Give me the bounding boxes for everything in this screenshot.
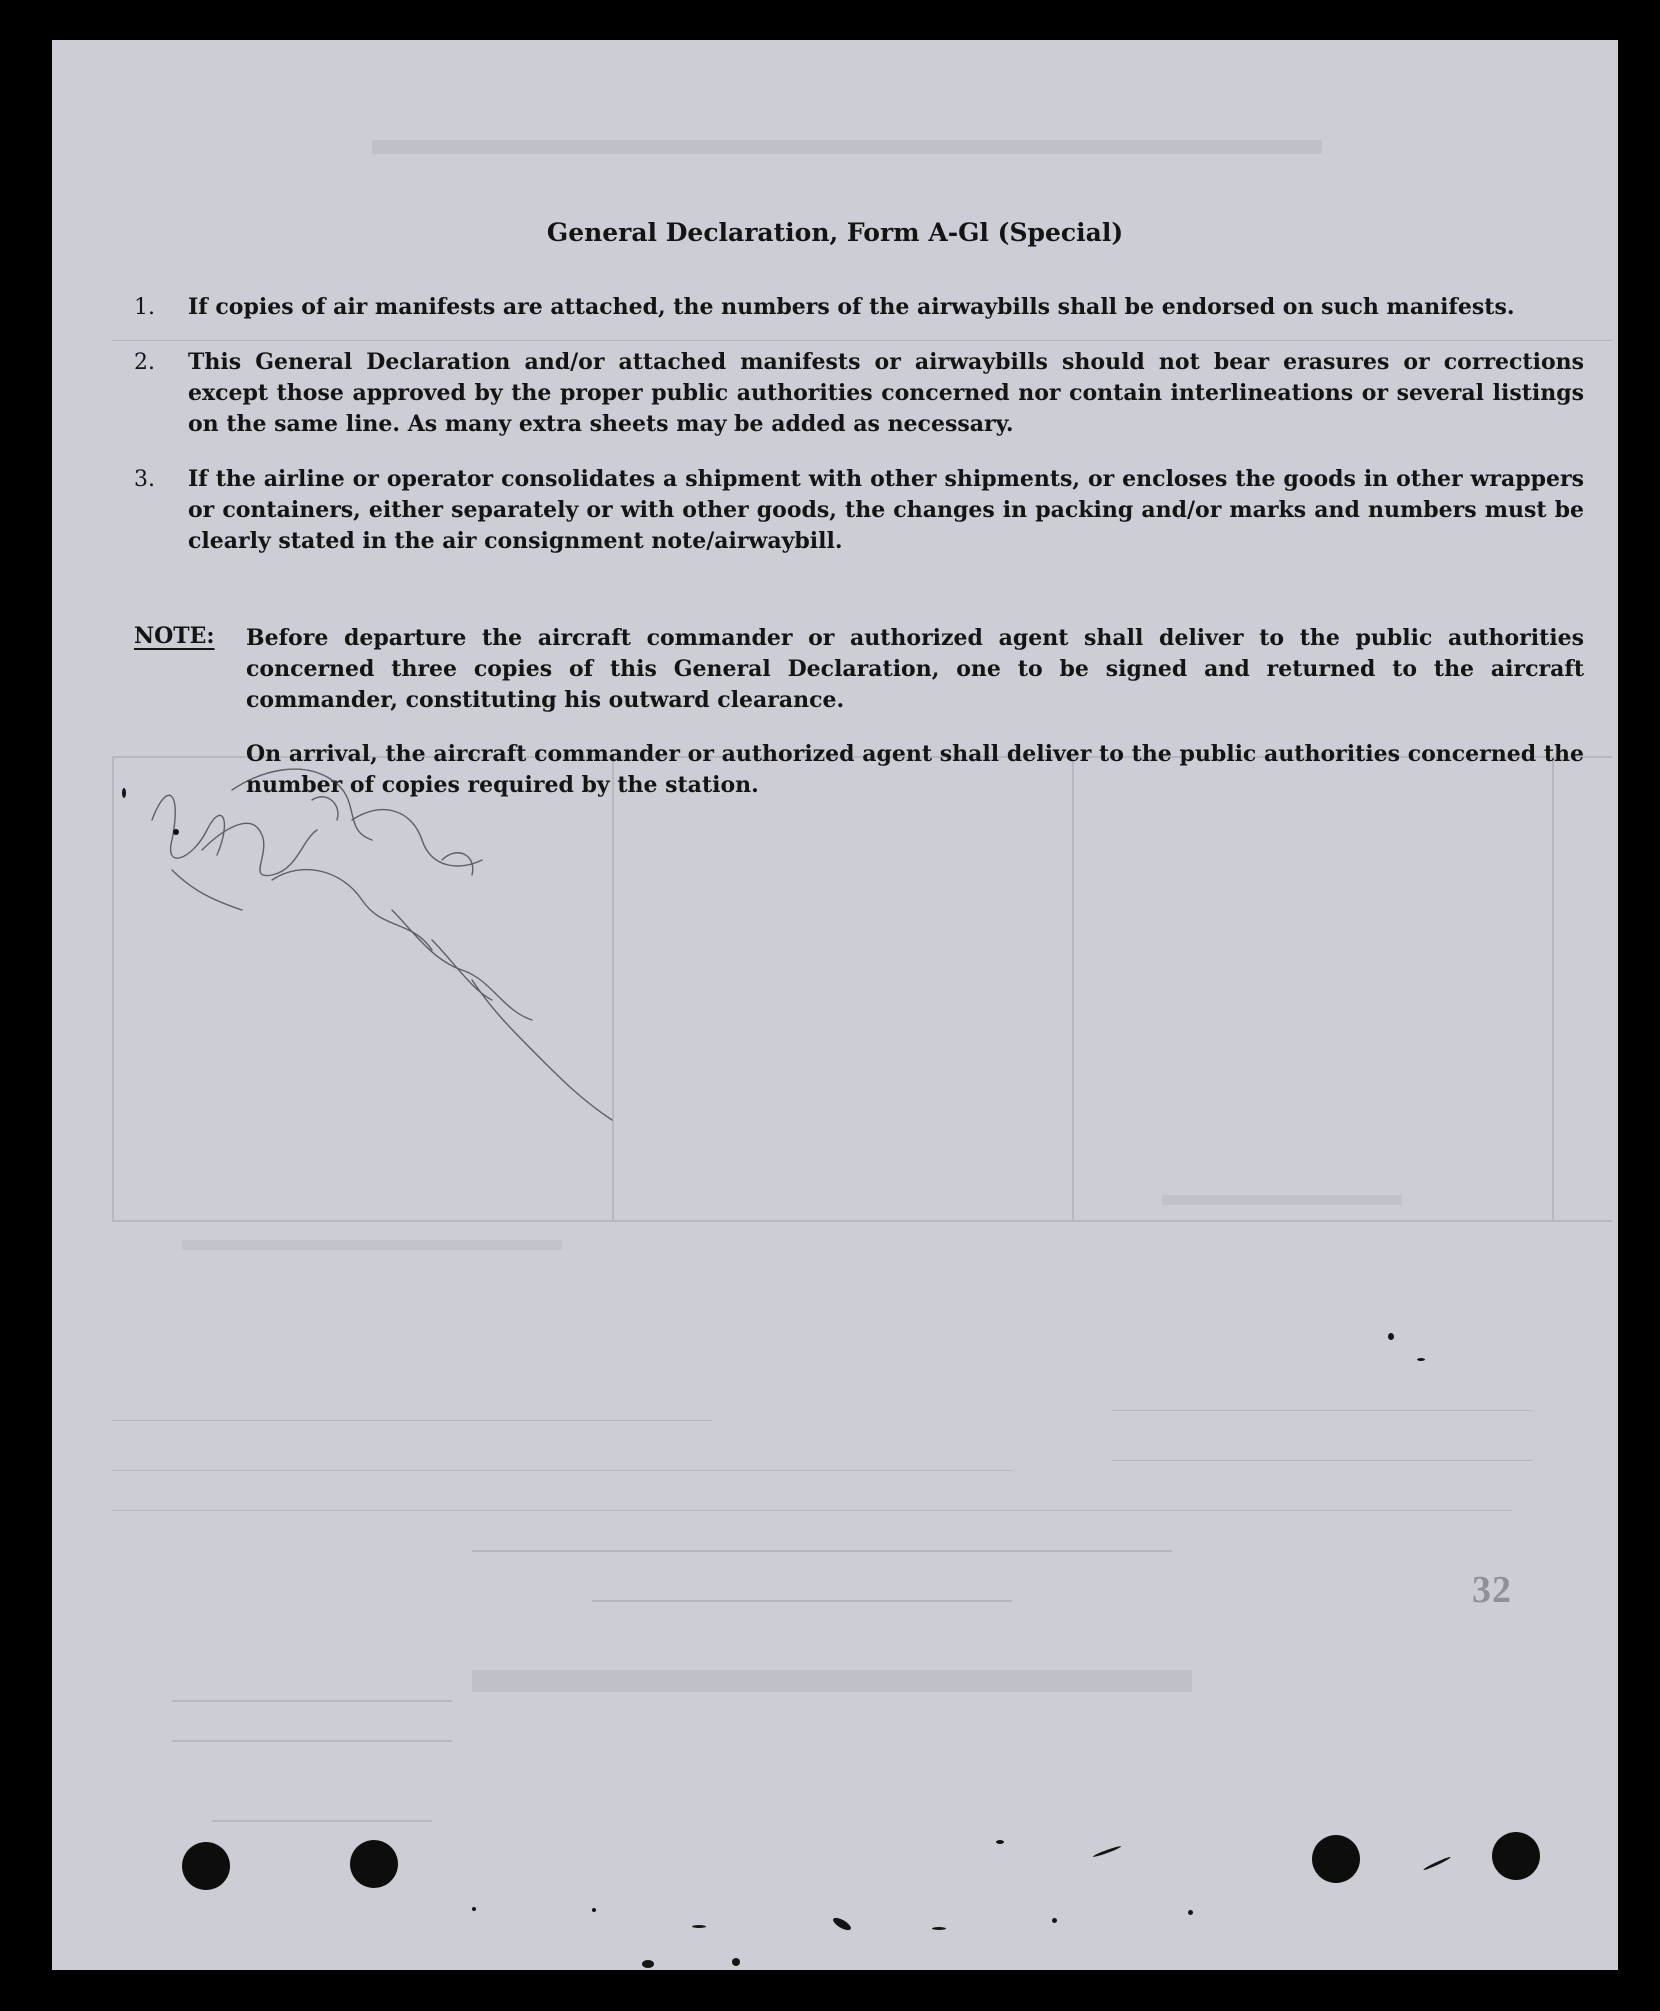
ink-speck bbox=[732, 1958, 740, 1966]
ink-speck bbox=[1052, 1918, 1057, 1923]
punch-hole bbox=[350, 1840, 398, 1888]
ink-speck bbox=[592, 1908, 596, 1912]
item-text: This General Declaration and/or attached manifests or airwaybills should not bear erasures or corrections except those approved by the proper public authorities concerned nor contain interlineations or several listings on the same line. As many extra sheets may be added as necessary. bbox=[188, 349, 1584, 437]
instruction-item-1 bbox=[134, 292, 1584, 324]
show-through-rule bbox=[472, 1670, 1192, 1692]
document-page bbox=[52, 40, 1618, 1970]
ink-speck bbox=[692, 1925, 706, 1928]
ink-speck bbox=[1188, 1910, 1193, 1915]
handwritten-signature bbox=[112, 760, 672, 1160]
show-through-rule bbox=[372, 140, 1322, 154]
item-number: 3. bbox=[134, 467, 155, 492]
show-through-rule bbox=[182, 1240, 562, 1250]
show-through-rule bbox=[112, 1220, 1612, 1222]
note-paragraph-arrival: On arrival, the aircraft commander or authorized agent shall deliver to the public authorities concerned the number of copies required by the station. bbox=[246, 741, 1584, 798]
ink-speck bbox=[472, 1907, 476, 1911]
show-through-rule bbox=[112, 1470, 1012, 1471]
ink-speck bbox=[1092, 1845, 1121, 1858]
show-through-rule bbox=[172, 1740, 452, 1742]
item-text: If copies of air manifests are attached, the numbers of the airwaybills shall be endorsed on such manifests. bbox=[188, 294, 1515, 320]
item-text: If the airline or operator consolidates a shipment with other shipments, or encloses the goods in other wrappers or containers, either separately or with other goods, the changes in packing and/or marks and numbers must be clearly stated in the air consignment note/airwaybill. bbox=[188, 466, 1584, 554]
ink-speck bbox=[932, 1927, 946, 1930]
show-through-rule bbox=[1162, 1195, 1402, 1205]
show-through-rule bbox=[1552, 756, 1554, 1222]
ink-speck bbox=[831, 1916, 852, 1933]
show-through-rule bbox=[1072, 756, 1074, 1222]
item-number: 1. bbox=[134, 295, 155, 320]
punch-hole bbox=[182, 1842, 230, 1890]
instruction-item-3 bbox=[134, 464, 1584, 559]
ink-speck bbox=[642, 1960, 654, 1968]
show-through-rule bbox=[472, 1550, 1172, 1552]
ink-speck bbox=[1388, 1333, 1394, 1340]
ink-speck bbox=[122, 788, 126, 798]
punch-hole bbox=[1312, 1835, 1360, 1883]
show-through-rule bbox=[1112, 1460, 1532, 1461]
note-label: NOTE: bbox=[134, 623, 215, 649]
show-through-rule bbox=[172, 1700, 452, 1702]
show-through-rule bbox=[592, 1600, 1012, 1602]
item-number: 2. bbox=[134, 350, 155, 375]
ink-speck bbox=[996, 1840, 1004, 1844]
document-title: General Declaration, Form A-Gl (Special) bbox=[546, 218, 1124, 247]
show-through-rule bbox=[112, 340, 1612, 341]
page-number: 32 bbox=[1472, 1569, 1512, 1611]
show-through-rule bbox=[1112, 1410, 1532, 1411]
show-through-rule bbox=[112, 1420, 712, 1421]
show-through-rule bbox=[112, 1510, 1512, 1511]
instruction-item-2 bbox=[134, 347, 1584, 442]
show-through-rule bbox=[212, 1820, 432, 1822]
ink-speck bbox=[1423, 1856, 1451, 1871]
note-paragraph-departure: Before departure the aircraft commander or authorized agent shall deliver to the public authorities concerned three copies of this General Declaration, one to be signed and returned to the aircraft commander, constituting his outward clearance. bbox=[246, 625, 1584, 713]
ink-speck bbox=[1417, 1358, 1425, 1361]
punch-hole bbox=[1492, 1832, 1540, 1880]
